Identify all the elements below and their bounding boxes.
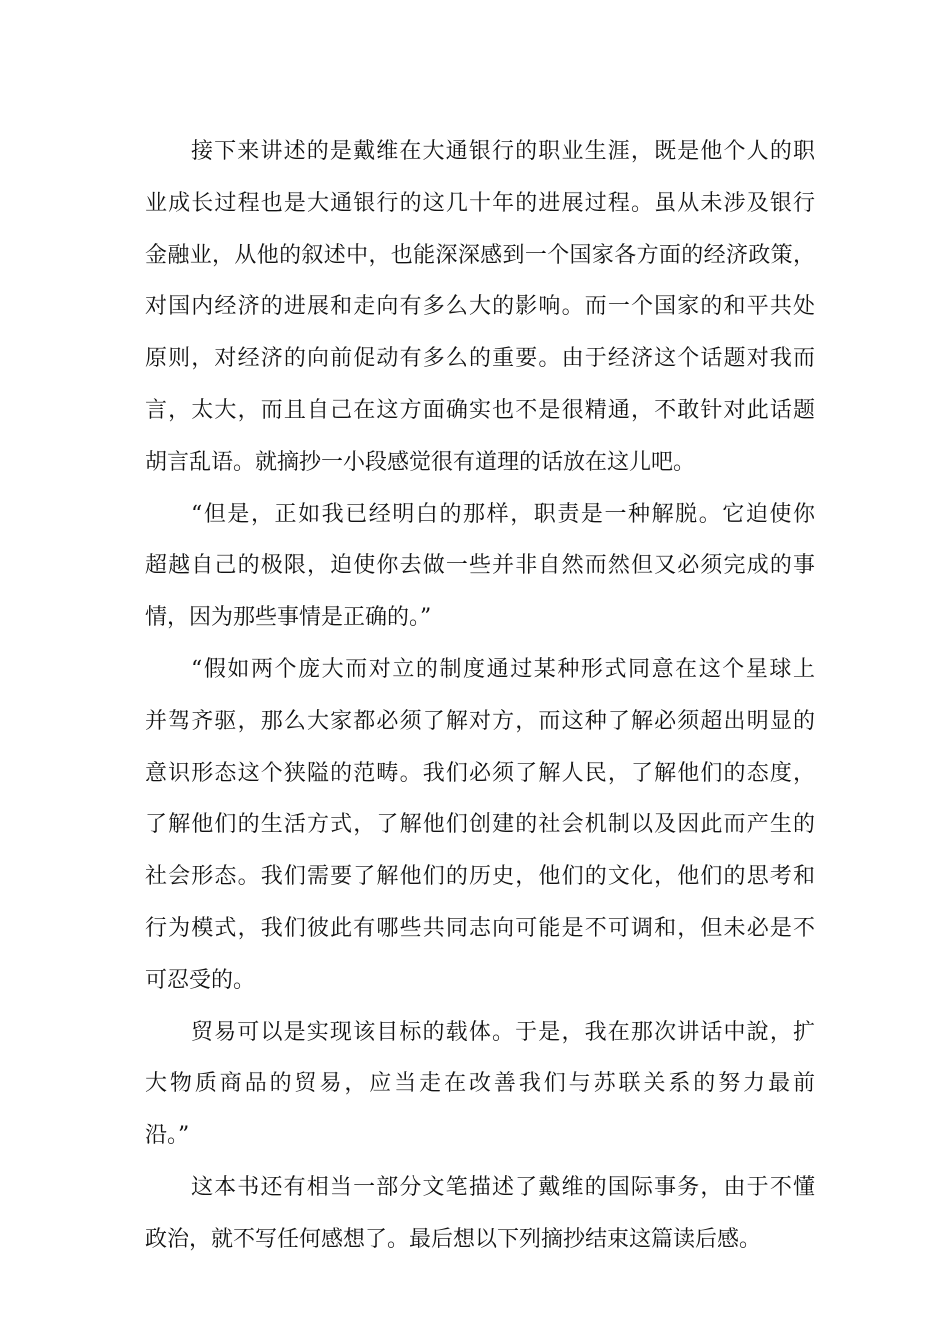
document-body xyxy=(145,132,815,1272)
paragraph-line: 接下来讲述的是戴维在大通银行的职业生涯，既是他个人的职 xyxy=(191,139,815,164)
paragraph-line: “假如两个庞大而对立的制度通过某种形式同意在这个星球上 xyxy=(191,656,815,682)
paragraph-line: “但是，正如我已经明白的那样，职责是一种解脱。它迫使你 xyxy=(191,501,815,527)
paragraph-line: 政治，就不写任何感想了。最后想以下列摘抄结束这篇读后感。 xyxy=(145,1226,762,1252)
paragraph-line: 意识形态这个狭隘的范畴。我们必须了解人民，了解他们的态度， xyxy=(145,760,815,786)
paragraph-line: 胡言乱语。就摘抄一小段感觉很有道理的话放在这儿吧。 xyxy=(145,449,696,475)
paragraph-line: 超越自己的极限，迫使你去做一些并非自然而然但又必须完成的事 xyxy=(145,553,815,579)
paragraph-line: 原则，对经济的向前促动有多么的重要。由于经济这个话题对我而 xyxy=(145,346,815,372)
paragraph-line: 可忍受的。 xyxy=(145,967,256,993)
paragraph-line: 行为模式，我们彼此有哪些共同志向可能是不可调和，但未必是不 xyxy=(145,915,815,941)
paragraph-line: 对国内经济的进展和走向有多么大的影响。而一个国家的和平共处 xyxy=(145,294,815,320)
paragraph-line: 大物质商品的贸易，应当走在改善我们与苏联关系的努力最前 xyxy=(145,1071,815,1097)
paragraph-line: 并驾齐驱，那么大家都必须了解对方，而这种了解必须超出明显的 xyxy=(145,708,815,734)
paragraph-line: 言，太大，而且自己在这方面确实也不是很精通，不敢针对此话题 xyxy=(145,397,815,423)
paragraph-line: 这本书还有相当一部分文笔描述了戴维的国际事务，由于不懂 xyxy=(191,1174,815,1200)
paragraph-line: 业成长过程也是大通银行的这几十年的进展过程。虽从未涉及银行 xyxy=(145,190,815,216)
paragraph-line: 沿。” xyxy=(145,1123,190,1149)
paragraph-line: 贸易可以是实现该目标的载体。于是，我在那次讲话中說，扩 xyxy=(191,1019,815,1045)
paragraph-line: 情，因为那些事情是正确的。” xyxy=(145,605,432,631)
paragraph-line: 金融业，从他的叙述中，也能深深感到一个国家各方面的经济政策， xyxy=(145,242,815,268)
paragraph-line: 了解他们的生活方式，了解他们创建的社会机制以及因此而产生的 xyxy=(145,812,815,838)
paragraph-line: 社会形态。我们需要了解他们的历史，他们的文化，他们的思考和 xyxy=(145,864,815,890)
